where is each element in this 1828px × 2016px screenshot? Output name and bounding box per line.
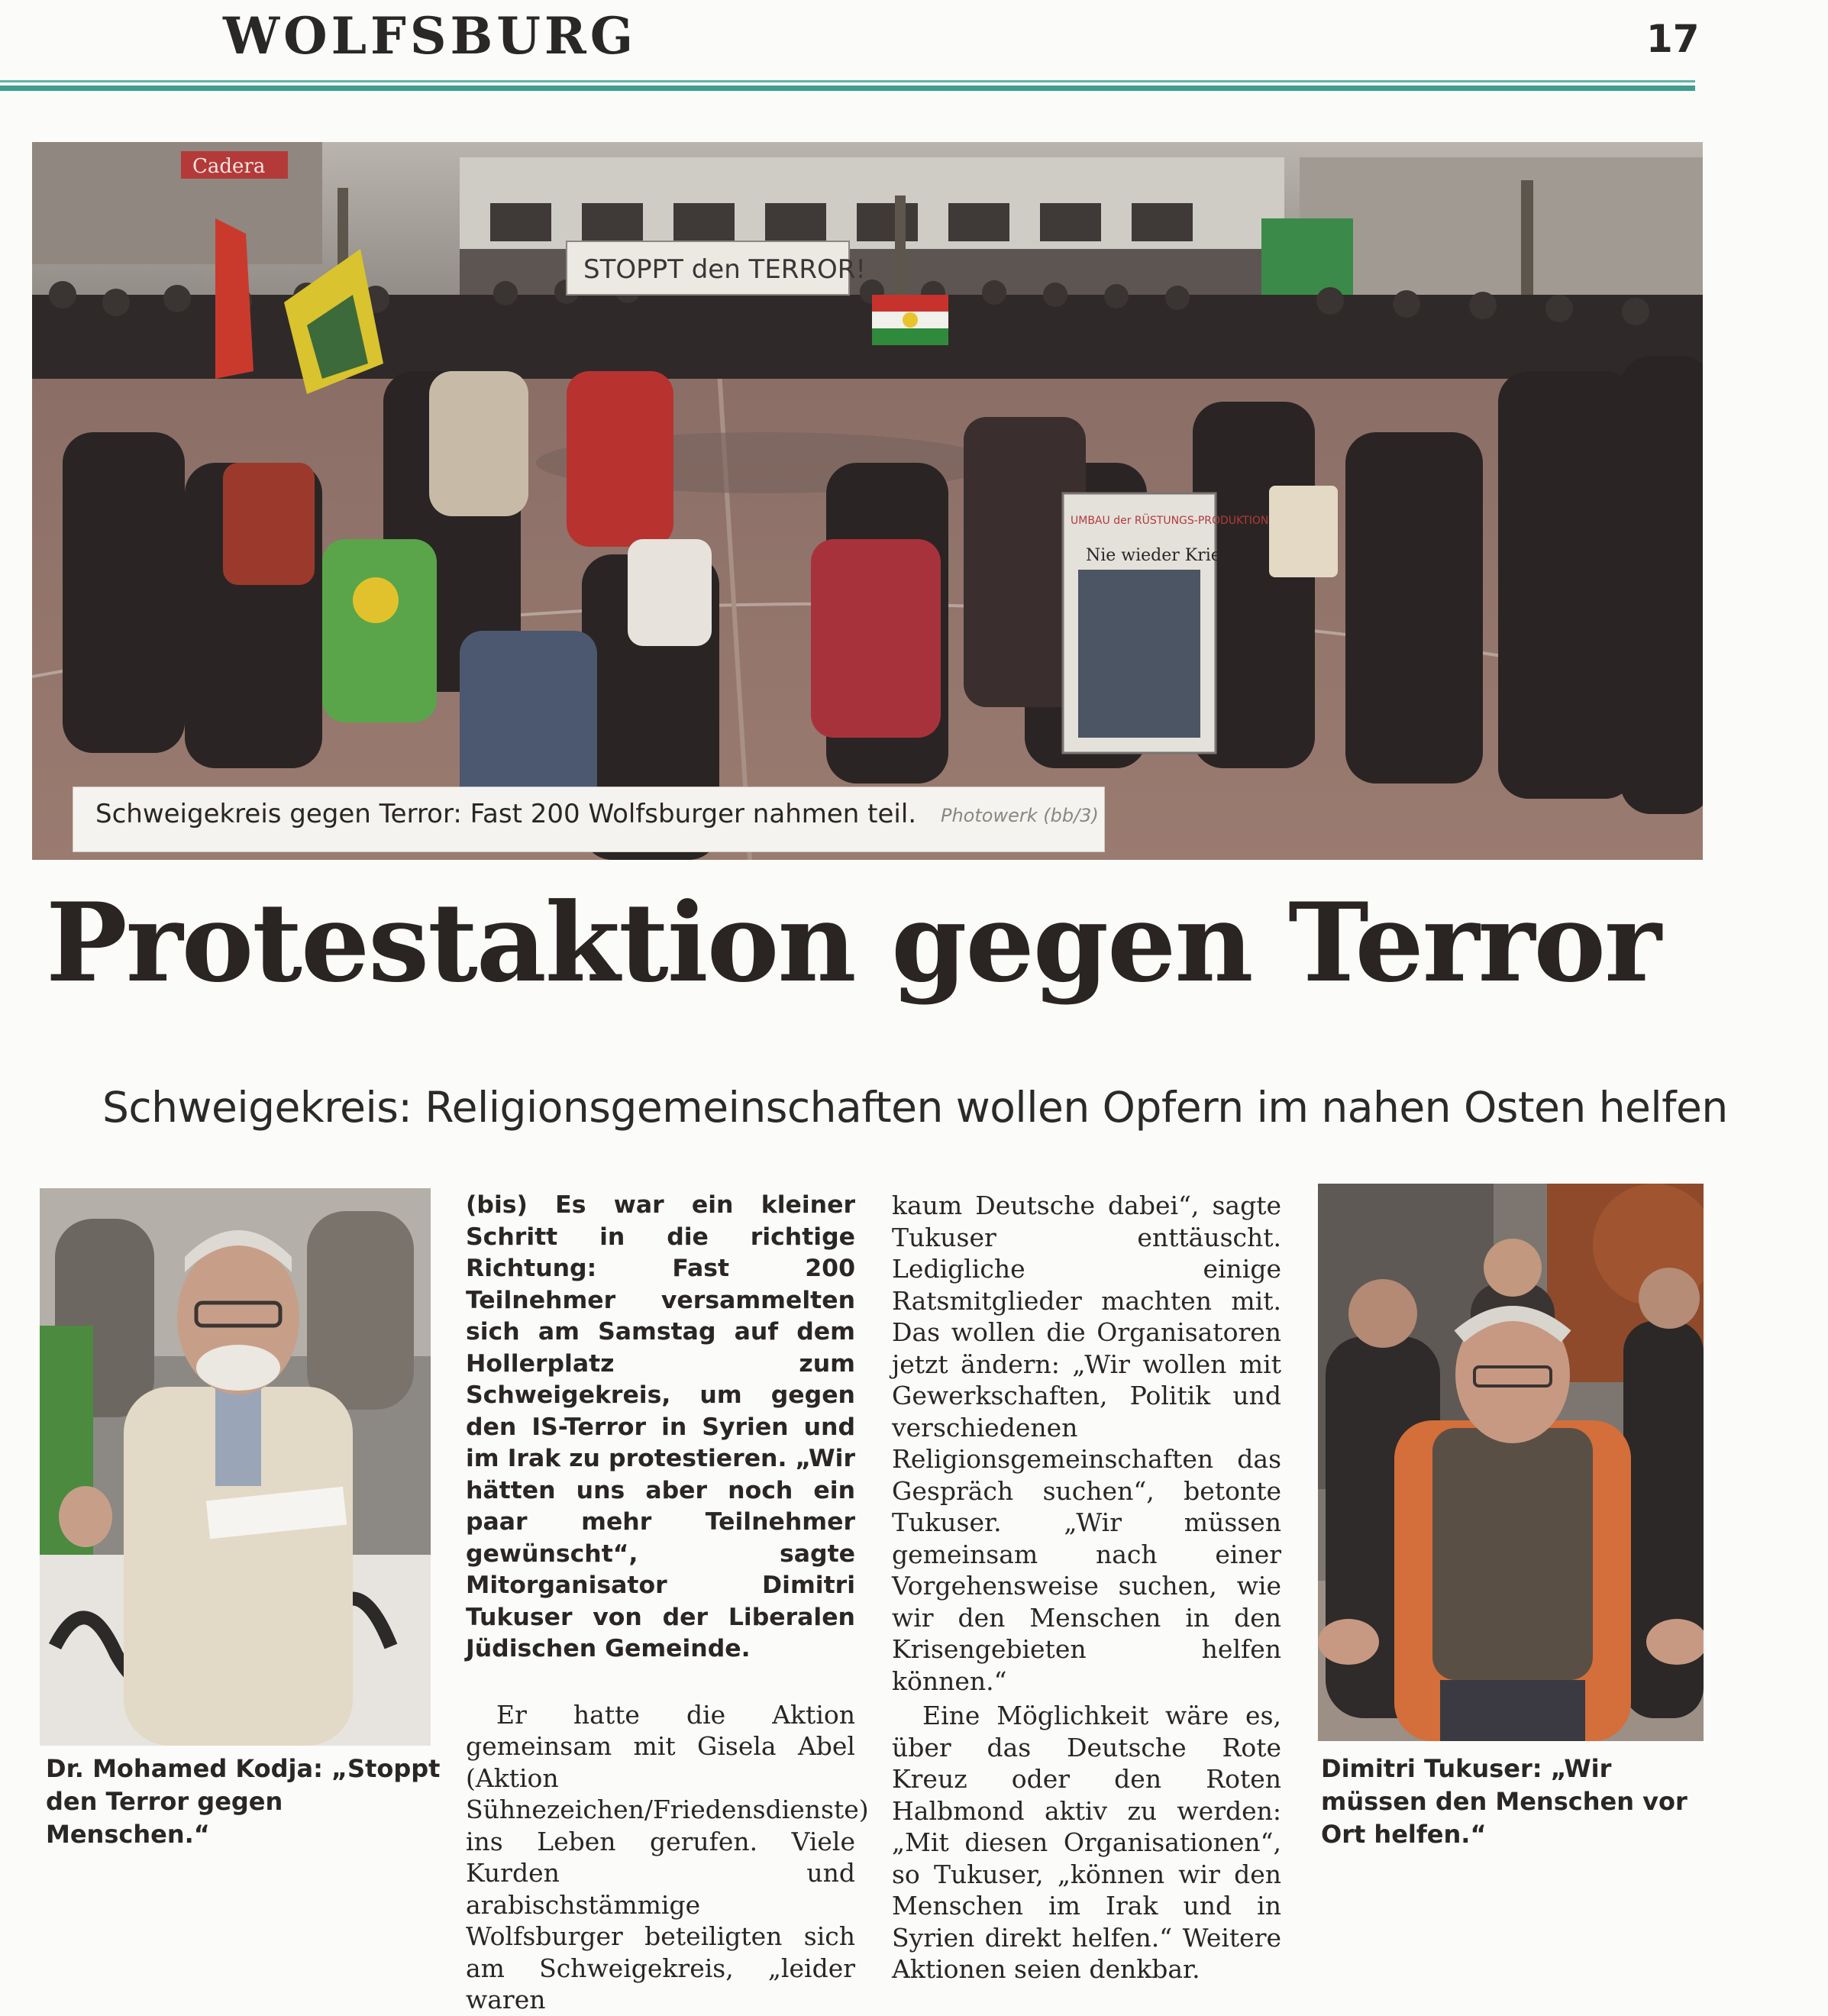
protest-sign-main-text: Nie wieder Krieg xyxy=(1086,546,1232,565)
main-photo xyxy=(32,142,1703,860)
right-photo xyxy=(1318,1184,1704,1741)
header-rule-thick xyxy=(0,86,1695,91)
main-photo-illustration xyxy=(32,142,1703,860)
right-photo-caption: Dimitri Tukuser: „Wir müssen den Menschen vor Ort helfen.“ xyxy=(1321,1754,1688,1849)
storefront-sign-text: Cadera xyxy=(192,155,266,178)
article-column-2 xyxy=(892,1190,1281,1985)
kurdish-flag xyxy=(872,295,948,345)
header-rule-thin xyxy=(0,80,1695,82)
left-photo xyxy=(40,1188,431,1746)
photo-credit: Photowerk (bb/3) xyxy=(941,805,1099,826)
article-paragraph: Eine Möglichkeit wäre es, über das Deutsche Rote Kreuz oder den Roten Halbmond aktiv zu werden: „Mit diesen Organisationen“, so Tukuser, „können wir den Menschen im Irak und in Syrien direkt helfen.“ Weitere Aktionen seien denkbar. xyxy=(892,1701,1281,1984)
article-column-1 xyxy=(466,1190,869,2016)
left-photo-caption: Dr. Mohamed Kodja: „Stoppt den Terror gegen Menschen.“ xyxy=(46,1754,441,1849)
section-title: WOLFSBURG xyxy=(223,6,638,66)
right-photo-illustration xyxy=(1318,1184,1704,1741)
main-photo-caption: Schweigekreis gegen Terror: Fast 200 Wolfsburger nahmen teil. xyxy=(95,799,917,829)
article-paragraph: Er hatte die Aktion gemeinsam mit Gisela Abel (Aktion Sühnezeichen/Friedensdienste) ins Leben gerufen. Viele Kurden und arabischstämmige Wolfsburger beteiligten sich am Schweigekreis, „leider waren xyxy=(466,1699,869,2014)
article-paragraph: kaum Deutsche dabei“, sagte Tukuser enttäuscht. Ledigliche einige Ratsmitglieder machten mit. Das wollen die Organisatoren jetzt ändern: „Wir wollen mit Gewerkschaften, Politik und verschiedenen Religionsgemeinschaften das Gespräch suchen“, betonte Tukuser. „Wir müssen gemeinsam nach einer Vorgehensweise suchen, wie wir den Menschen in den Krisengebieten helfen können.“ xyxy=(892,1191,1281,1696)
page-number: 17 xyxy=(1646,17,1700,61)
article-lead: (bis) Es war ein kleiner Schritt in die richtige Richtung: Fast 200 Teilnehmer versammelten sich am Samstag auf dem Hollerplatz zum Schweigekreis, um gegen den IS-Terror in Syrien und im Irak zu protestieren. „Wir hätten uns aber noch ein paar mehr Teilnehmer gewünscht“, sagte Mitorganisator Dimitri Tukuser von der Liberalen Jüdischen Gemeinde. xyxy=(466,1191,855,1662)
article-headline: Protestaktion gegen Terror xyxy=(46,880,1660,1006)
article-subheadline: Schweigekreis: Religionsgemeinschaften wollen Opfern im nahen Osten helfen xyxy=(102,1083,1728,1132)
protest-sign-top-text: UMBAU der RÜSTUNGS-PRODUKTION xyxy=(1071,515,1269,527)
left-photo-illustration xyxy=(40,1188,431,1746)
protest-banner-text: STOPPT den TERROR! xyxy=(583,254,867,285)
